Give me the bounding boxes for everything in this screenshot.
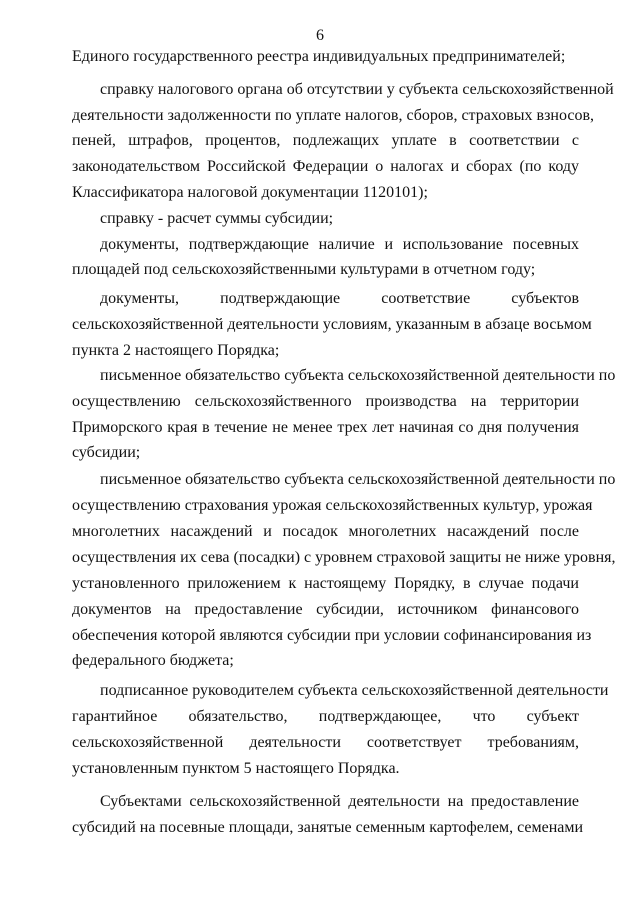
- text-line: субсидий на посевные площади, занятые семенным картофелем, семенами: [72, 819, 584, 836]
- text-line: деятельности задолженности по уплате налогов, сборов, страховых взносов,: [72, 107, 595, 124]
- text-line: Классификатора налоговой документации 1120101);: [72, 184, 428, 201]
- text-line: федерального бюджета;: [72, 652, 234, 669]
- text-line: осуществления их сева (посадки) с уровнем страховой защиты не ниже уровня,: [72, 549, 616, 566]
- page-number: 6: [316, 27, 324, 44]
- text-line: документы, подтверждающие наличие и использование посевных: [100, 236, 579, 253]
- text-line: письменное обязательство субъекта сельскохозяйственной деятельности по: [100, 367, 616, 384]
- text-line: Единого государственного реестра индивидуальных предпринимателей;: [72, 48, 566, 65]
- text-line: документов на предоставление субсидии, источником финансового: [72, 601, 579, 618]
- text-line: обеспечения которой являются субсидии при условии софинансирования из: [72, 627, 592, 644]
- text-line: справку - расчет суммы субсидии;: [100, 210, 334, 227]
- text-line: субсидии;: [72, 444, 141, 461]
- text-line: справку налогового органа об отсутствии у субъекта сельскохозяйственной: [100, 81, 614, 98]
- text-line: осуществлению страхования урожая сельскохозяйственных культур, урожая: [72, 497, 593, 514]
- text-line: подписанное руководителем субъекта сельскохозяйственной деятельности: [100, 682, 609, 699]
- text-line: осуществлению сельскохозяйственного производства на территории: [72, 393, 579, 410]
- text-line: многолетних насаждений и посадок многолетних насаждений после: [72, 523, 579, 540]
- text-line: установленного приложением к настоящему Порядку, в случае подачи: [72, 575, 579, 592]
- text-line: сельскохозяйственной деятельности условиям, указанным в абзаце восьмом: [72, 316, 592, 333]
- text-line: Приморского края в течение не менее трех лет начиная со дня получения: [72, 419, 579, 436]
- text-line: площадей под сельскохозяйственными культурами в отчетном году;: [72, 261, 536, 278]
- text-line: документы, подтверждающие соответствие субъектов: [100, 290, 579, 307]
- text-line: письменное обязательство субъекта сельскохозяйственной деятельности по: [100, 471, 616, 488]
- text-line: установленным пунктом 5 настоящего Порядка.: [72, 760, 400, 777]
- text-line: гарантийное обязательство, подтверждающее, что субъект: [72, 708, 579, 725]
- text-line: сельскохозяйственной деятельности соответствует требованиям,: [72, 734, 579, 751]
- text-line: пункта 2 настоящего Порядка;: [72, 342, 280, 359]
- text-line: законодательством Российской Федерации о налогах и сборах (по коду: [72, 158, 579, 175]
- text-line: пеней, штрафов, процентов, подлежащих уплате в соответствии с: [72, 132, 579, 149]
- text-line: Субъектами сельскохозяйственной деятельности на предоставление: [100, 793, 579, 810]
